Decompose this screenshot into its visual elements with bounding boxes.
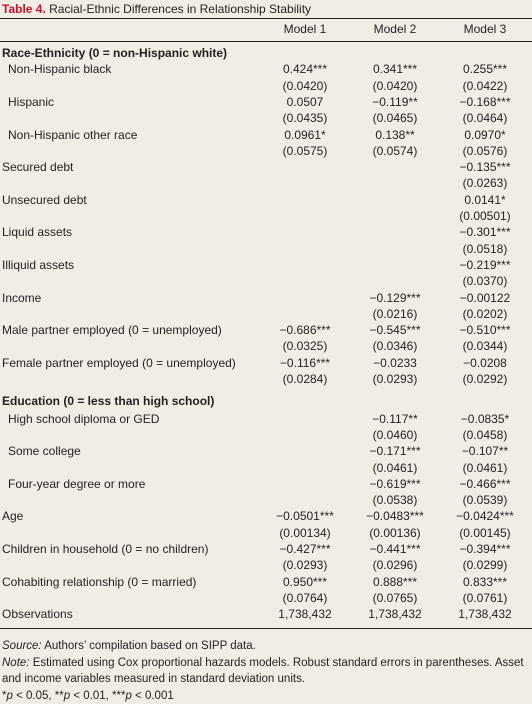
cell-model-2: (0.0765) [372, 590, 418, 605]
cell-model-1: −0.427*** [279, 542, 331, 556]
cell-model-3: −0.466*** [459, 476, 511, 491]
cell-model-3: (0.0202) [462, 306, 508, 321]
cell-model-3: (0.00501) [459, 209, 511, 223]
cell-model-3: (0.0299) [462, 558, 508, 573]
row-label: Secured debt [2, 160, 74, 175]
row-label: Age [2, 509, 24, 524]
cell-model-3: −0.0835* [460, 411, 510, 426]
table-row [0, 242, 532, 258]
section-header-row [0, 394, 532, 410]
table-row [0, 176, 532, 192]
row-label: Cohabiting relationship (0 = married) [2, 574, 197, 589]
table-row [0, 225, 532, 241]
row-label: Hispanic [8, 94, 55, 109]
table-row [0, 591, 532, 607]
cell-model-2: −0.129*** [369, 290, 421, 305]
cell-model-3: −0.135*** [459, 160, 511, 175]
col-header-model-1: Model 1 [283, 22, 327, 36]
table-row [0, 79, 532, 95]
cell-model-1: (0.0575) [282, 143, 328, 158]
cell-model-2: −0.619*** [369, 476, 421, 491]
table-row [0, 209, 532, 225]
table-row [0, 493, 532, 509]
cell-model-3: (0.0458) [462, 427, 508, 442]
cell-model-3: 0.0141* [464, 192, 506, 207]
cell-model-3: (0.0263) [462, 176, 508, 191]
cell-model-1: (0.0284) [282, 372, 328, 386]
table-row [0, 558, 532, 574]
table-notes [2, 638, 528, 704]
row-label: Illiquid assets [2, 257, 75, 272]
cell-model-1: (0.0764) [282, 590, 328, 605]
table-row [0, 258, 532, 274]
table-row [0, 128, 532, 144]
table-row [0, 607, 532, 623]
row-label: Unsecured debt [2, 192, 87, 207]
header-rule [0, 41, 532, 42]
cell-model-3: −0.219*** [459, 257, 511, 272]
cell-model-2: −0.119** [372, 94, 418, 109]
row-label: Male partner employed (0 = unemployed) [2, 323, 222, 338]
row-label: Education (0 = less than high school) [2, 394, 215, 409]
cell-model-1: 1,738,432 [278, 607, 332, 622]
cell-model-3: 0.0970* [464, 127, 506, 142]
cell-model-3: (0.0464) [462, 111, 508, 126]
col-header-model-2: Model 2 [373, 22, 417, 36]
cell-model-2: −0.0233 [373, 355, 417, 370]
cell-model-3: −0.0424*** [456, 509, 514, 524]
method-note: Note: Estimated using Cox proportional hazards models. Robust standard errors in parentheses. Asset and income variables measured in standard deviation units. [2, 656, 524, 685]
cell-model-3: 0.833*** [462, 574, 508, 589]
cell-model-3: (0.0292) [462, 372, 508, 386]
cell-model-2: (0.00136) [369, 525, 421, 540]
cell-model-3: (0.00145) [459, 525, 511, 540]
cell-model-2: (0.0216) [372, 306, 418, 321]
cell-model-1: (0.0435) [282, 111, 328, 126]
cell-model-1: −0.686*** [279, 323, 331, 338]
table-row [0, 144, 532, 160]
cell-model-3: (0.0344) [462, 339, 508, 354]
cell-model-2: −0.117** [372, 411, 418, 426]
cell-model-1: −0.116*** [279, 355, 331, 370]
significance-note: *p < 0.05, **p < 0.01, ***p < 0.001 [2, 689, 174, 702]
cell-model-2: 1,738,432 [368, 607, 422, 622]
row-label: Observations [2, 607, 73, 622]
row-label: Some college [8, 444, 81, 459]
cell-model-2: (0.0460) [372, 427, 418, 442]
cell-model-2: (0.0420) [372, 78, 418, 93]
cell-model-3: (0.0422) [462, 78, 508, 93]
cell-model-2: 0.138** [375, 127, 415, 142]
row-label: Female partner employed (0 = unemployed) [2, 355, 236, 370]
row-label: Non-Hispanic black [8, 62, 112, 77]
cell-model-2: −0.171*** [369, 444, 421, 459]
table-row [0, 509, 532, 525]
cell-model-3: −0.394*** [459, 542, 511, 556]
cell-model-2: −0.441*** [369, 542, 421, 556]
cell-model-3: (0.0576) [462, 143, 508, 158]
cell-model-3: −0.0208 [463, 355, 507, 370]
cell-model-2: −0.0483*** [366, 509, 424, 524]
top-rule [0, 18, 532, 19]
cell-model-1: 0.0507 [286, 94, 324, 109]
row-label: Non-Hispanic other race [8, 127, 138, 142]
cell-model-3: 0.255*** [462, 62, 508, 77]
table-title [2, 2, 311, 16]
cell-model-2: (0.0461) [372, 460, 418, 475]
table-row [0, 62, 532, 78]
cell-model-3: (0.0518) [462, 241, 508, 256]
cell-model-1: (0.0293) [282, 558, 328, 573]
cell-model-3: −0.00122 [459, 290, 511, 305]
cell-model-2: (0.0296) [372, 558, 418, 573]
table-row [0, 477, 532, 493]
col-header-model-3: Model 3 [463, 22, 507, 36]
row-label: Four-year degree or more [8, 476, 146, 491]
table-row [0, 356, 532, 372]
table-row [0, 323, 532, 339]
table-row [0, 339, 532, 355]
source-note: Source: Authors’ compilation based on SIPP data. [2, 640, 256, 652]
row-label: Income [2, 290, 42, 305]
row-label: Race-Ethnicity (0 = non-Hispanic white) [2, 46, 228, 60]
cell-model-2: (0.0574) [372, 143, 418, 158]
table-caption: Racial-Ethnic Differences in Relationship Stability [45, 2, 312, 16]
cell-model-3: −0.107** [461, 444, 509, 459]
row-label: High school diploma or GED [8, 411, 160, 426]
cell-model-1: (0.0325) [282, 339, 328, 354]
table-row [0, 274, 532, 290]
table-label: Table 4. [2, 2, 46, 16]
table-row [0, 526, 532, 542]
cell-model-1: 0.950*** [282, 574, 328, 589]
cell-model-3: −0.301*** [459, 225, 511, 240]
section-header-row [0, 46, 532, 62]
cell-model-3: (0.0461) [462, 460, 508, 475]
cell-model-3: (0.0370) [462, 274, 508, 289]
table-row [0, 111, 532, 127]
cell-model-3: −0.510*** [459, 323, 511, 338]
cell-model-1: −0.0501*** [276, 509, 334, 524]
table-row [0, 307, 532, 323]
cell-model-2: (0.0346) [372, 339, 418, 354]
cell-model-2: 0.341*** [372, 62, 418, 77]
bottom-rule [0, 628, 532, 629]
table-row [0, 461, 532, 477]
cell-model-1: 0.0961* [284, 127, 326, 142]
table-row [0, 160, 532, 176]
cell-model-1: 0.424*** [282, 62, 328, 77]
table-row [0, 542, 532, 558]
table-row [0, 291, 532, 307]
cell-model-3: 1,738,432 [458, 607, 512, 622]
cell-model-2: −0.545*** [369, 323, 421, 338]
cell-model-2: (0.0465) [372, 111, 418, 126]
table-row [0, 575, 532, 591]
table-row [0, 193, 532, 209]
table-row [0, 428, 532, 444]
table-row [0, 412, 532, 428]
table-row [0, 444, 532, 460]
cell-model-1: (0.00134) [279, 525, 331, 540]
cell-model-1: (0.0420) [282, 78, 328, 93]
cell-model-3: (0.0761) [462, 590, 508, 605]
cell-model-3: (0.0539) [462, 493, 508, 508]
table-row [0, 95, 532, 111]
cell-model-2: (0.0538) [372, 493, 418, 508]
table-row [0, 372, 532, 388]
row-label: Children in household (0 = no children) [2, 542, 209, 556]
cell-model-3: −0.168*** [459, 94, 511, 109]
cell-model-2: 0.888*** [372, 574, 418, 589]
cell-model-2: (0.0293) [372, 372, 418, 386]
row-label: Liquid assets [2, 225, 73, 240]
